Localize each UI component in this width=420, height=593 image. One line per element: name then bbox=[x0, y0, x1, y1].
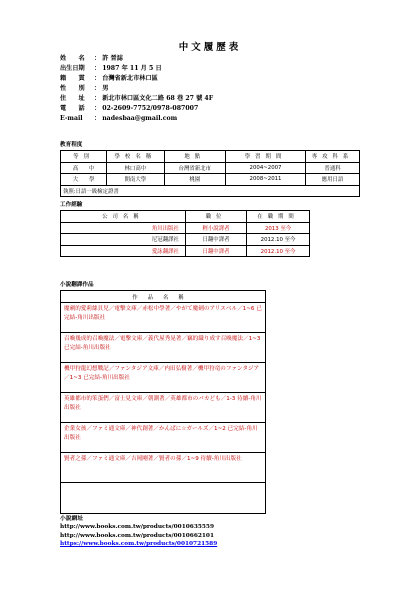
table-header-row bbox=[61, 211, 310, 223]
info-phone: 電 話 ： 02-2609-7752/0978-087007 bbox=[60, 105, 199, 112]
column-header: 地點 bbox=[164, 151, 225, 163]
table-row bbox=[61, 483, 266, 514]
info-name: 姓 名 ： 許 晉誌 bbox=[60, 55, 123, 62]
table-row: 機甲狩龍幻想戰記／ファンタジア文庫／内田弘樹著／機甲狩竜のファンタジア／1~3 已完結-角川出版社 bbox=[61, 363, 266, 393]
novels-heading: 小說翻譯作品 bbox=[60, 282, 94, 288]
info-email: E-mail ： nadesbaa@gmail.com bbox=[60, 115, 178, 122]
work-heading: 工作經驗 bbox=[60, 202, 83, 208]
table-row bbox=[61, 185, 360, 197]
info-birthdate: 出生日期 ： 1987 年 11 月 5 日 bbox=[60, 65, 162, 72]
table-row: 愛詠翻譯社 日翻中譯者 2012.10 至今 bbox=[61, 245, 310, 257]
column-header: 等別 bbox=[61, 151, 107, 163]
personal-info bbox=[60, 54, 360, 124]
info-hometown: 籍 貫 ： 台灣省新北市林口區 bbox=[60, 75, 158, 82]
info-address: 住 址 ： 新北市林口區文化二路 68 巷 27 號 4F bbox=[60, 95, 214, 102]
work-table bbox=[60, 210, 310, 257]
table-row: 企業女孩／ファミ通文庫／神代創著／かんぱに☆ガールズ／1~2 已完結-角川出版社 bbox=[61, 423, 266, 453]
education-heading: 教育程度 bbox=[60, 142, 83, 148]
table-header-row bbox=[61, 151, 360, 163]
column-header: 學校名稱 bbox=[107, 151, 164, 163]
column-header: 專攻科系 bbox=[306, 151, 360, 163]
column-header: 在職期間 bbox=[247, 211, 310, 223]
column-header: 公司名稱 bbox=[61, 211, 186, 223]
novel-link[interactable]: http://www.books.com.tw/products/0010635559 bbox=[60, 524, 214, 531]
table-row: 英雄都市的笨蛋們／富士見文庫／朝潮著／英雄都市のバカども／1-3 待續-角川出版社 bbox=[61, 393, 266, 423]
table-row: 魔劍的愛莉絲貝兒／電擊文庫／赤松中學著／やがて魔劍のアリスベル／1~6 已完結-角川出版社 bbox=[61, 303, 266, 333]
table-row: 召喚幾成的召喚魔法／電擊文庫／義代屋秀晃著／竊的織り成す召喚魔法／1~3 已完結-角川出版社 bbox=[61, 333, 266, 363]
column-header: 學習期間 bbox=[225, 151, 305, 163]
column-header: 作品名稱 bbox=[61, 291, 266, 303]
links-heading: 小說網址 bbox=[60, 516, 84, 522]
novel-link[interactable]: https://www.books.com.tw/products/0010721589 bbox=[60, 541, 218, 548]
info-gender: 性 別 ： 男 bbox=[60, 85, 109, 92]
table-row: 賢者之孫／ファミ通文庫／吉岡剛著／賢者の孫／1~9 待續-角川出版社 bbox=[61, 453, 266, 483]
license-note: 執照:日語一級檢定證書 bbox=[61, 185, 360, 197]
novels-table bbox=[60, 290, 266, 514]
table-row: 大 學 開南大學 桃園 2008~2011 應用日語 bbox=[61, 174, 360, 186]
education-table bbox=[60, 150, 360, 197]
column-header: 職位 bbox=[185, 211, 246, 223]
table-row: 高 中 林口高中 台灣省新北市 2004~2007 普通科 bbox=[61, 162, 360, 174]
table-row: 角川出版社 輕小說譯者 2013 至今 bbox=[61, 222, 310, 234]
page-title: 中文履歷表 bbox=[178, 42, 242, 53]
novel-link[interactable]: http://www.books.com.tw/products/0010662101 bbox=[60, 532, 214, 539]
table-row: 尼冠翻譯社 日翻中譯者 2012.10 至今 bbox=[61, 234, 310, 246]
novel-links bbox=[60, 515, 217, 549]
table-header-row bbox=[61, 291, 266, 303]
